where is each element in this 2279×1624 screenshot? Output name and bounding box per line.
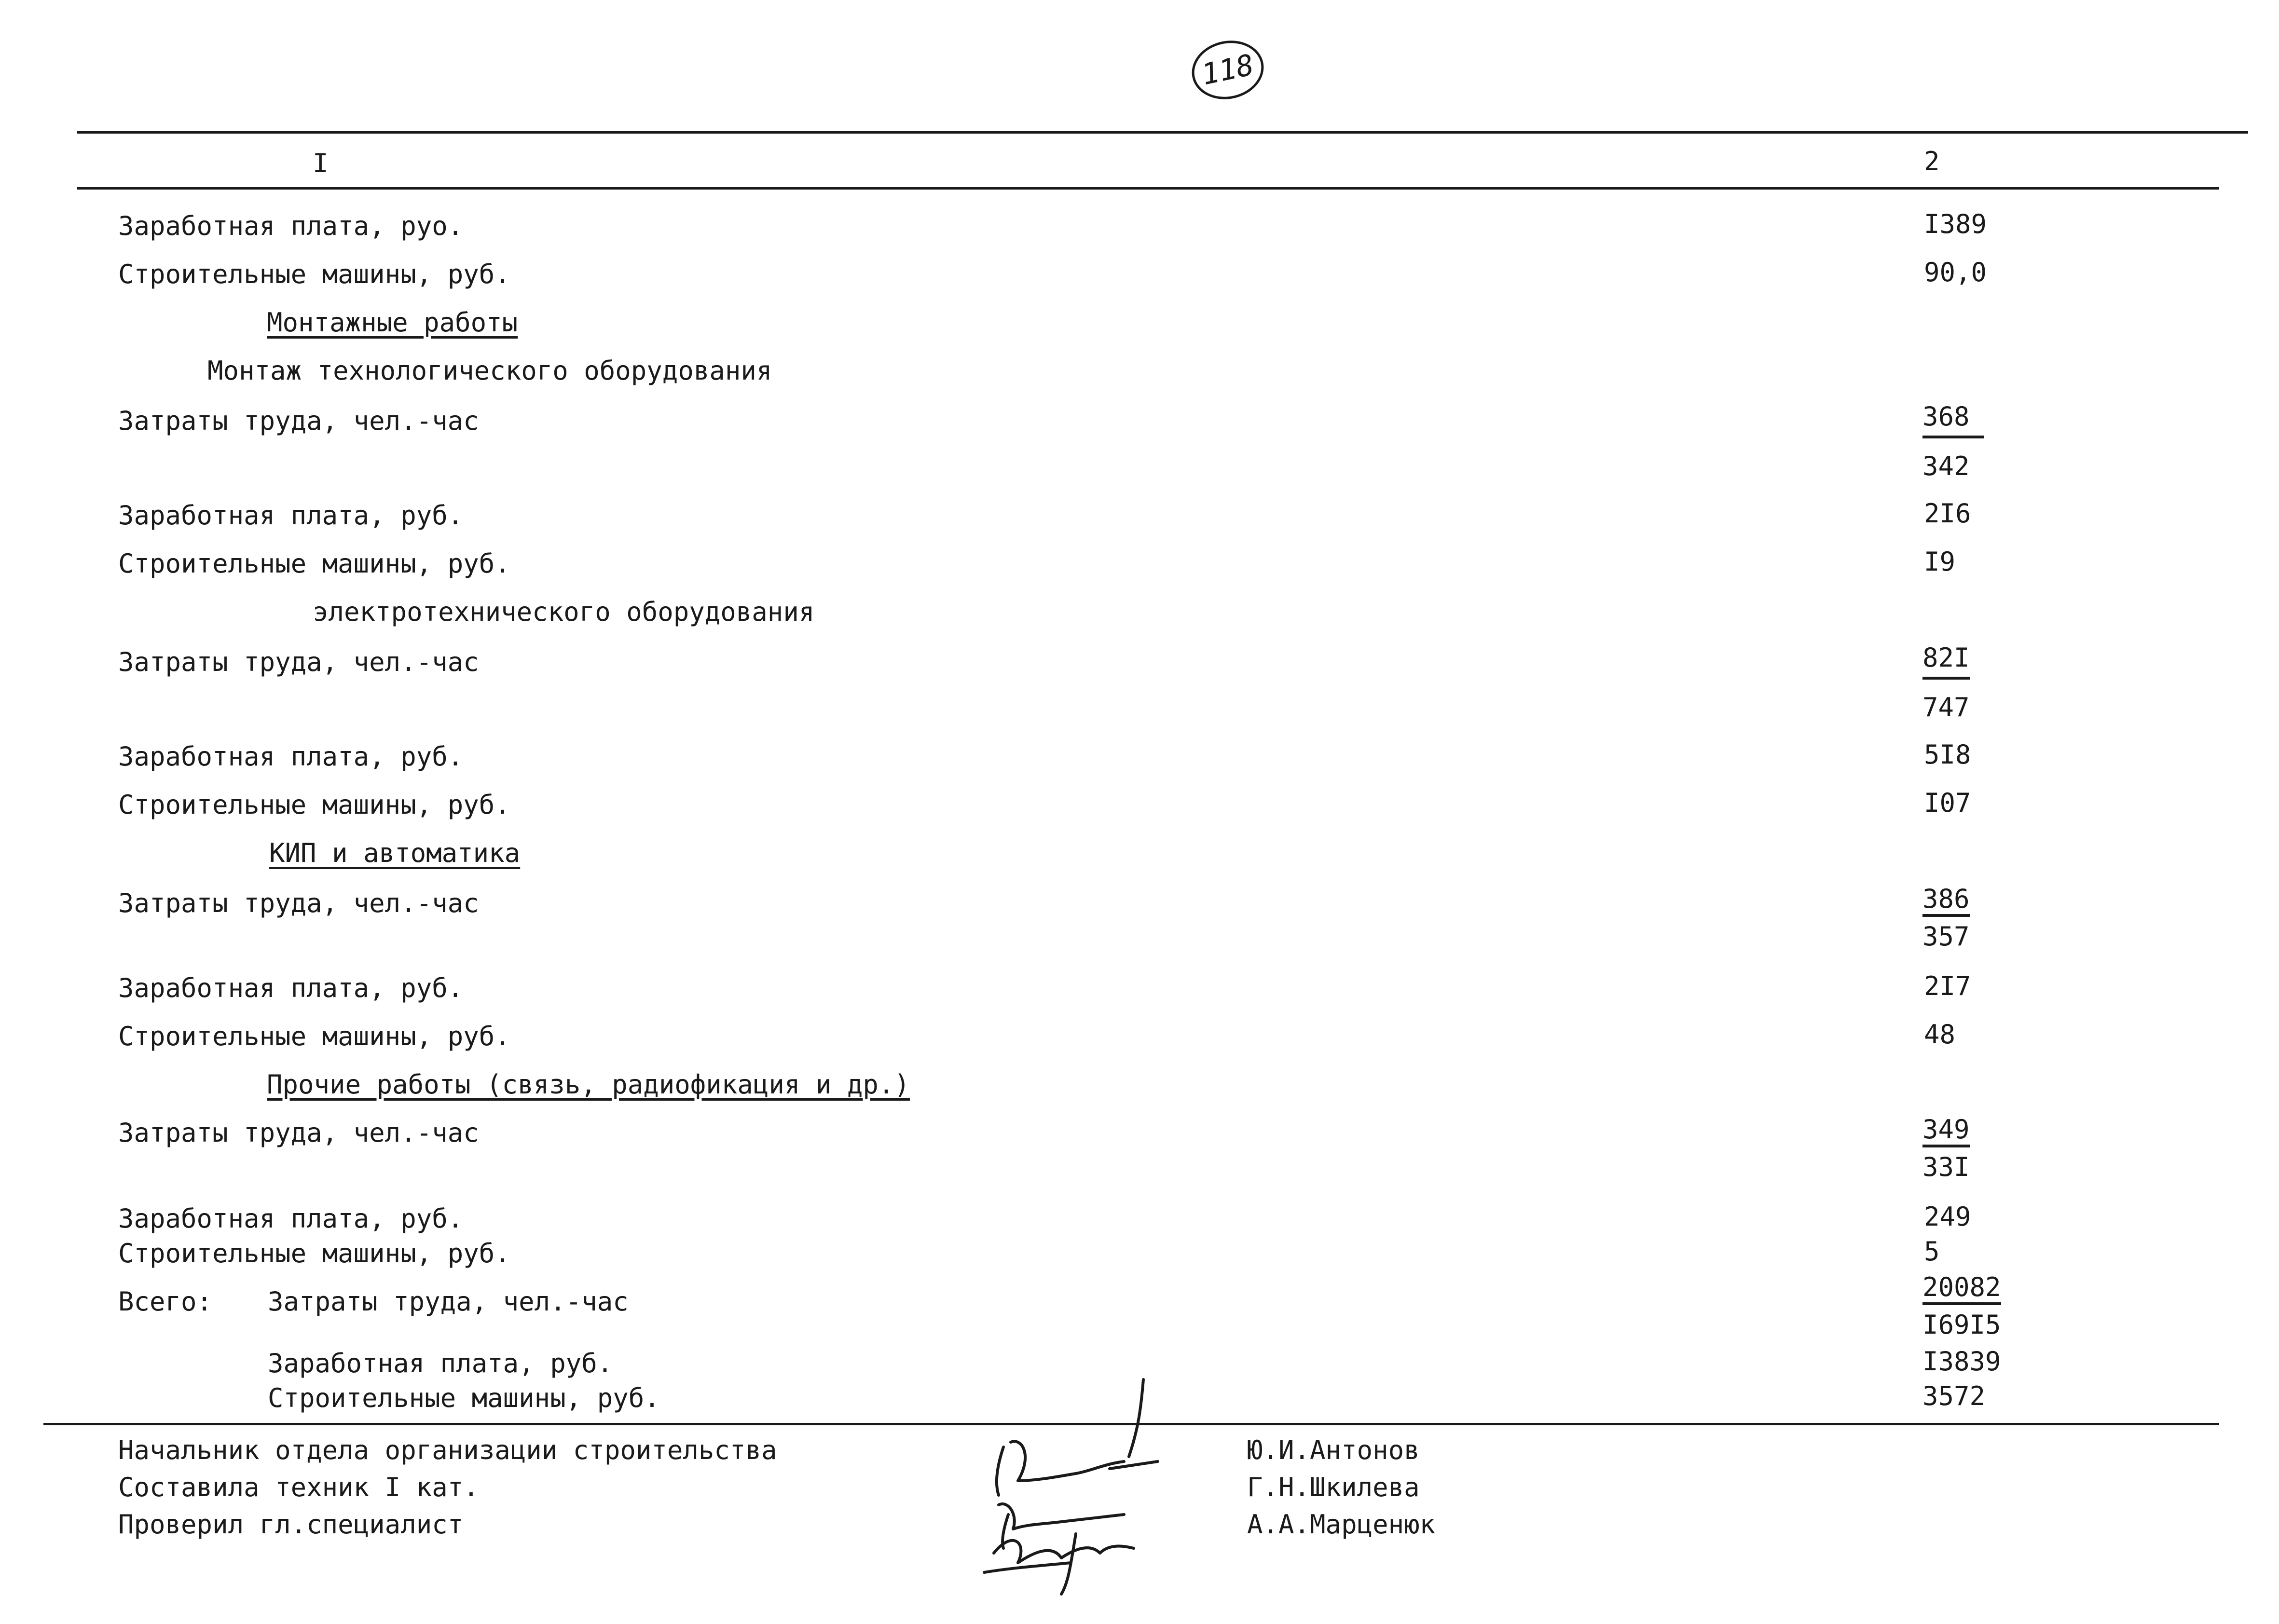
row-label: Затраты труда, чел.-час <box>118 406 479 436</box>
row-value: 90,0 <box>1924 257 1987 287</box>
row-label: Строительные машины, руб. <box>118 1238 510 1269</box>
row-value-numerator: 349 <box>1922 1117 1970 1147</box>
total-labor-label: Затраты труда, чел.-час <box>268 1286 629 1317</box>
page-number: 118 <box>1198 48 1257 92</box>
page-number-stamp <box>1186 34 1269 106</box>
total-labor-denominator: I69I5 <box>1922 1310 2001 1340</box>
row-label: Строительные машины, руб. <box>118 1021 510 1051</box>
subsection-heading: Монтаж технологического оборудования <box>207 355 772 386</box>
row-value-denominator: 747 <box>1922 692 1970 723</box>
row-value: 249 <box>1924 1201 1971 1232</box>
row-label: Строительные машины, руб. <box>118 790 510 820</box>
row-value-denominator: 342 <box>1922 451 1970 481</box>
row-value <box>1922 401 1984 438</box>
header-bottom-rule <box>77 187 2219 190</box>
signature-role: Проверил гл.специалист <box>118 1509 464 1540</box>
row-label: Заработная плата, руб. <box>118 973 464 1003</box>
signature-role: Составила техник I кат. <box>118 1472 479 1502</box>
row-value-denominator: 33I <box>1922 1152 1970 1182</box>
row-value: 2I6 <box>1924 498 1971 529</box>
row-label: Заработная плата, руб. <box>118 741 464 772</box>
row-label: Заработная плата, руб. <box>118 1203 464 1234</box>
row-label: Строительные машины, руб. <box>118 259 510 289</box>
signature-name: Г.Н.Шкилева <box>1247 1472 1420 1502</box>
row-value-numerator: 386 <box>1922 886 1970 917</box>
row-value: I9 <box>1924 546 1956 577</box>
section-heading: КИП и автоматика <box>269 838 521 868</box>
total-labor-numerator: 20082 <box>1922 1274 2001 1305</box>
total-label: Всего: <box>118 1286 213 1317</box>
row-value <box>1922 886 1970 917</box>
row-value-denominator: 357 <box>1922 921 1970 952</box>
row-value-numerator: 368 <box>1922 404 1984 438</box>
section-heading: Прочие работы (связь, радиофикация и др.) <box>267 1069 910 1100</box>
total-wage-label: Заработная плата, руб. <box>268 1348 613 1378</box>
row-label: Затраты труда, чел.-час <box>118 1118 479 1148</box>
signature-role: Начальник отдела организации строительства <box>118 1435 777 1465</box>
row-label: Затраты труда, чел.-час <box>118 888 479 918</box>
column-header-2: 2 <box>1924 146 1940 177</box>
total-wage-value: I3839 <box>1922 1346 2001 1377</box>
handwritten-signatures <box>965 1370 1187 1597</box>
subsection-heading: электротехнического оборудования <box>313 597 815 627</box>
row-label: Заработная плата, руб. <box>118 500 464 531</box>
total-labor-value <box>1922 1274 2001 1305</box>
total-machines-label: Строительные машины, руб. <box>268 1383 660 1413</box>
row-value-numerator: 82I <box>1922 645 1970 680</box>
section-heading: Монтажные работы <box>267 307 518 338</box>
row-value <box>1922 1114 1970 1147</box>
row-value: 5I8 <box>1924 739 1971 770</box>
row-value: 2I7 <box>1924 971 1971 1001</box>
total-machines-value: 3572 <box>1922 1381 1986 1411</box>
row-value <box>1922 642 1970 680</box>
row-label: Заработная плата, руо. <box>118 211 464 241</box>
signature-name: А.А.Марценюк <box>1247 1509 1436 1540</box>
row-value: 48 <box>1924 1019 1956 1050</box>
signature-name: Ю.И.Антонов <box>1247 1435 1420 1465</box>
row-label: Затраты труда, чел.-час <box>118 647 479 677</box>
column-header-1: I <box>313 148 329 178</box>
row-value: 5 <box>1924 1236 1940 1267</box>
row-value: I389 <box>1924 209 1987 239</box>
row-label: Строительные машины, руб. <box>118 548 510 579</box>
row-value: I07 <box>1924 788 1971 818</box>
top-rule <box>77 131 2248 134</box>
